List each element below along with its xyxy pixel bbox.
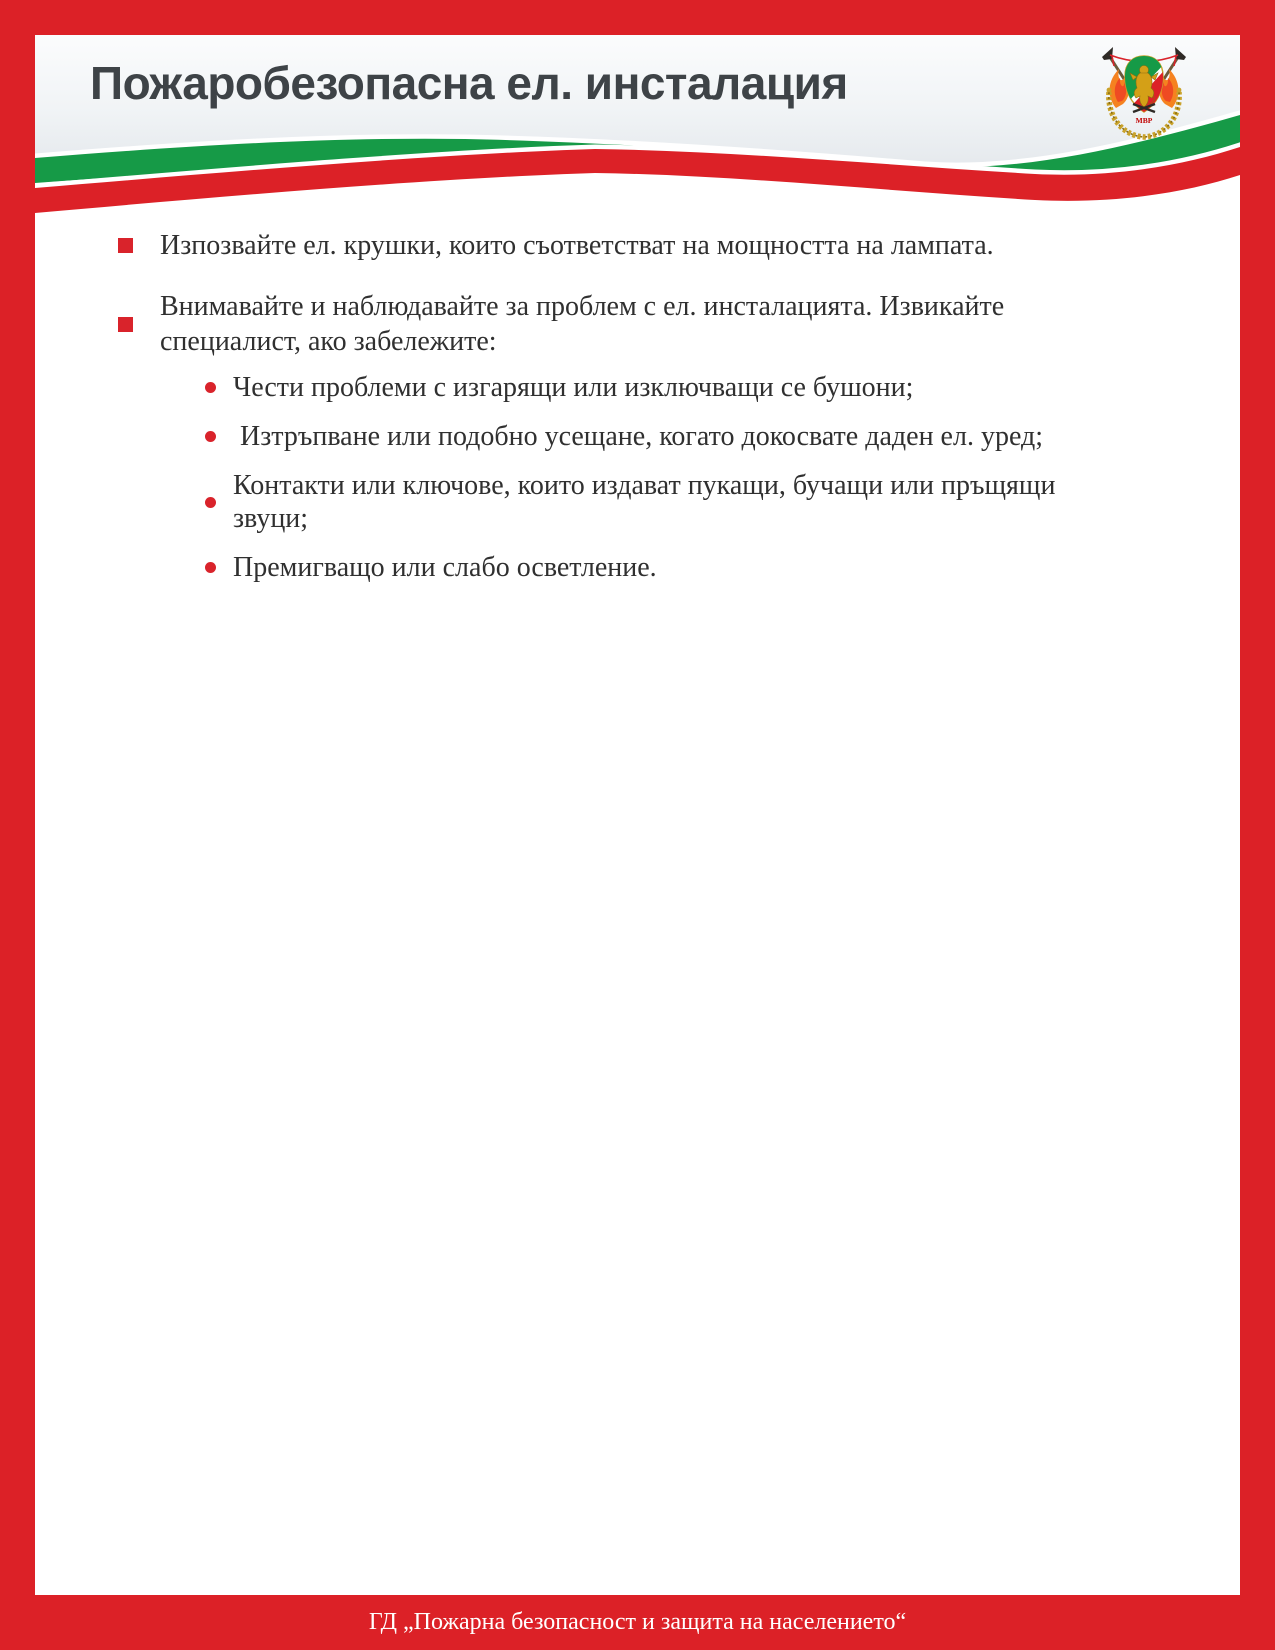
dot-bullet-icon [205,497,216,508]
warning-signs-sublist [118,371,1128,584]
list-item [118,228,1128,263]
dot-bullet-icon [205,562,216,573]
square-bullet-icon [118,317,133,332]
sublist-item-text: Изтръпване или подобно усещане, когато докосвате даден ел. уред; [233,421,1044,452]
list-item-text: Изпозвайте ел. крушки, които съответстват на мощността на лампата. [160,230,994,261]
border-top [0,0,1275,35]
page-title: Пожаробезопасна ел. инсталация [90,57,848,109]
list-item [118,289,1128,359]
sublist-item [205,420,1128,453]
sublist-item-text: Премигващо или слабо осветление. [233,552,657,583]
square-bullet-icon [118,238,133,253]
footer-band [0,1595,1275,1650]
border-left [0,0,35,1650]
emblem-caption: МВР [1135,116,1153,125]
sublist-item [205,371,1128,404]
safety-instructions-list [118,228,1128,600]
border-right [1240,0,1275,1650]
footer-text: ГД „Пожарна безопасност и защита на населението“ [368,1609,907,1635]
sublist-item-text: Чести проблеми с изгарящи или изключващи се бушони; [233,372,914,403]
sublist-item [205,551,1128,584]
fire-service-emblem-logo [1100,46,1188,142]
sublist-item [205,469,1128,535]
dot-bullet-icon [205,431,216,442]
sublist-item-text: Контакти или ключове, които издават пукащи, бучащи или пръщящи звуци; [233,470,1063,534]
list-item-text: Внимавайте и наблюдавайте за проблем с ел. инсталацията. Извикайте специалист, ако забележите: [160,291,1005,357]
dot-bullet-icon [205,382,216,393]
